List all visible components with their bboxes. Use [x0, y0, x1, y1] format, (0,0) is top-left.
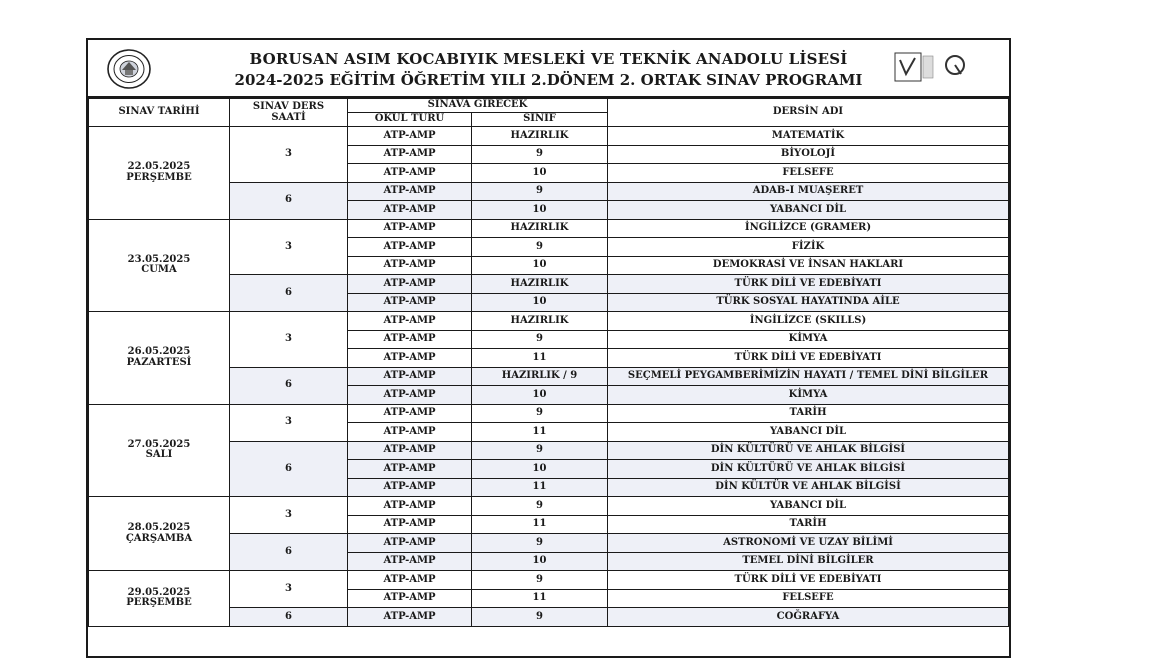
school-type-cell: ATP-AMP	[348, 238, 472, 257]
subject-cell: DİN KÜLTÜRÜ VE AHLAK BİLGİSİ	[608, 460, 1009, 479]
subject-cell: BİYOLOJİ	[608, 145, 1009, 164]
grade-cell: 10	[472, 460, 608, 479]
exam-date-cell	[89, 497, 230, 571]
subject-cell: FELSEFE	[608, 589, 1009, 608]
grade-cell: 10	[472, 386, 608, 405]
table-row	[89, 497, 1009, 516]
table-row	[89, 312, 1009, 331]
school-type-column-header: OKUL TÜRÜ	[348, 113, 472, 127]
exam-date-cell	[89, 571, 230, 627]
exam-hour-cell: 3	[230, 497, 348, 534]
subject-cell: YABANCI DİL	[608, 201, 1009, 220]
exam-hour-cell: 6	[230, 608, 348, 627]
exam-hour-cell: 6	[230, 275, 348, 312]
grade-cell: 10	[472, 293, 608, 312]
subject-cell: FİZİK	[608, 238, 1009, 257]
subject-cell: TÜRK DİLİ VE EDEBİYATI	[608, 571, 1009, 590]
school-type-cell: ATP-AMP	[348, 182, 472, 201]
grade-cell: 11	[472, 589, 608, 608]
school-type-cell: ATP-AMP	[348, 571, 472, 590]
table-row	[89, 219, 1009, 238]
school-type-cell: ATP-AMP	[348, 386, 472, 405]
school-type-cell: ATP-AMP	[348, 478, 472, 497]
exam-date-cell	[89, 219, 230, 312]
exam-weekday: PERŞEMBE	[126, 597, 192, 609]
subject-cell: TARİH	[608, 404, 1009, 423]
table-row	[89, 404, 1009, 423]
table-row	[89, 127, 1009, 146]
school-type-cell: ATP-AMP	[348, 219, 472, 238]
grade-cell: 11	[472, 478, 608, 497]
grade-cell: 9	[472, 182, 608, 201]
grade-cell: 11	[472, 349, 608, 368]
grade-cell: 10	[472, 164, 608, 183]
date-column-header: SINAV TARİHİ	[89, 99, 230, 127]
subject-column-header: DERSİN ADI	[608, 99, 1009, 127]
subject-cell: YABANCI DİL	[608, 497, 1009, 516]
exam-hour-cell: 3	[230, 312, 348, 368]
subject-cell: ASTRONOMİ VE UZAY BİLİMİ	[608, 534, 1009, 553]
subject-cell: KİMYA	[608, 386, 1009, 405]
group-column-header: SINAVA GİRECEK	[348, 99, 608, 113]
grade-cell: HAZIRLIK	[472, 127, 608, 146]
exam-date: 23.05.2025	[127, 253, 191, 265]
document-header	[88, 40, 1009, 98]
school-type-cell: ATP-AMP	[348, 534, 472, 553]
school-type-cell: ATP-AMP	[348, 349, 472, 368]
subject-cell: İNGİLİZCE (GRAMER)	[608, 219, 1009, 238]
grade-cell: 11	[472, 423, 608, 442]
exam-weekday: ÇARŞAMBA	[125, 532, 193, 544]
exam-hour-cell: 3	[230, 219, 348, 275]
grade-cell: 9	[472, 404, 608, 423]
school-type-cell: ATP-AMP	[348, 201, 472, 220]
exam-hour-cell: 3	[230, 571, 348, 608]
school-type-cell: ATP-AMP	[348, 589, 472, 608]
school-type-cell: ATP-AMP	[348, 404, 472, 423]
subject-cell: TARİH	[608, 515, 1009, 534]
grade-cell: HAZIRLIK	[472, 312, 608, 331]
subject-cell: MATEMATİK	[608, 127, 1009, 146]
exam-weekday: CUMA	[141, 264, 177, 276]
school-type-cell: ATP-AMP	[348, 127, 472, 146]
subject-cell: İNGİLİZCE (SKILLS)	[608, 312, 1009, 331]
grade-cell: 10	[472, 552, 608, 571]
grade-cell: 9	[472, 534, 608, 553]
grade-cell: 9	[472, 441, 608, 460]
grade-cell: 10	[472, 201, 608, 220]
exam-weekday: PERŞEMBE	[126, 171, 192, 183]
subject-cell: TÜRK SOSYAL HAYATINDA AİLE	[608, 293, 1009, 312]
exam-date-cell	[89, 127, 230, 220]
grade-cell: 9	[472, 330, 608, 349]
grade-cell: 9	[472, 497, 608, 516]
exam-hour-cell: 3	[230, 127, 348, 183]
school-type-cell: ATP-AMP	[348, 367, 472, 386]
exam-hour-cell: 3	[230, 404, 348, 441]
exam-hour-cell: 6	[230, 534, 348, 571]
grade-cell: 9	[472, 571, 608, 590]
grade-cell: 10	[472, 256, 608, 275]
school-type-cell: ATP-AMP	[348, 608, 472, 627]
program-title: 2024-2025 EĞİTİM ÖĞRETİM YILI 2.DÖNEM 2. ORTAK SINAV PROGRAMI	[234, 71, 863, 89]
exam-date: 28.05.2025	[127, 522, 191, 533]
school-type-cell: ATP-AMP	[348, 552, 472, 571]
subject-cell: FELSEFE	[608, 164, 1009, 183]
school-type-cell: ATP-AMP	[348, 312, 472, 331]
school-type-cell: ATP-AMP	[348, 164, 472, 183]
school-type-cell: ATP-AMP	[348, 256, 472, 275]
school-type-cell: ATP-AMP	[348, 275, 472, 294]
subject-cell: DİN KÜLTÜRÜ VE AHLAK BİLGİSİ	[608, 441, 1009, 460]
subject-cell: DEMOKRASİ VE İNSAN HAKLARI	[608, 256, 1009, 275]
subject-cell: KİMYA	[608, 330, 1009, 349]
exam-date: 26.05.2025	[127, 346, 191, 358]
exam-hour-cell: 6	[230, 441, 348, 497]
school-type-cell: ATP-AMP	[348, 497, 472, 516]
grade-column-header: SINIF	[472, 113, 608, 127]
exam-date: 27.05.2025	[127, 438, 191, 450]
school-type-cell: ATP-AMP	[348, 293, 472, 312]
grade-cell: 9	[472, 145, 608, 164]
exam-date-cell	[89, 404, 230, 497]
exam-weekday: PAZARTESİ	[126, 356, 192, 368]
school-type-cell: ATP-AMP	[348, 423, 472, 442]
exam-schedule-sheet	[86, 38, 1011, 658]
school-name-title: BORUSAN ASIM KOCABIYIK MESLEKİ VE TEKNİK ANADOLU LİSESİ	[249, 50, 848, 68]
exam-date-cell	[89, 312, 230, 405]
exam-date: 22.05.2025	[127, 161, 191, 173]
school-type-cell: ATP-AMP	[348, 515, 472, 534]
grade-cell: 9	[472, 608, 608, 627]
subject-cell: DİN KÜLTÜR VE AHLAK BİLGİSİ	[608, 478, 1009, 497]
subject-cell: TÜRK DİLİ VE EDEBİYATI	[608, 349, 1009, 368]
subject-cell: TÜRK DİLİ VE EDEBİYATI	[608, 275, 1009, 294]
grade-cell: 9	[472, 238, 608, 257]
table-row	[89, 571, 1009, 590]
grade-cell: HAZIRLIK / 9	[472, 367, 608, 386]
subject-cell: ADAB-I MUAŞERET	[608, 182, 1009, 201]
subject-cell: TEMEL DİNİ BİLGİLER	[608, 552, 1009, 571]
grade-cell: HAZIRLIK	[472, 219, 608, 238]
exam-hour-cell: 6	[230, 182, 348, 219]
school-type-cell: ATP-AMP	[348, 441, 472, 460]
exam-hour-cell: 6	[230, 367, 348, 404]
exam-weekday: SALI	[145, 449, 173, 461]
subject-cell: COĞRAFYA	[608, 608, 1009, 627]
subject-cell: SEÇMELİ PEYGAMBERİMİZİN HAYATI / TEMEL DİNİ BİLGİLER	[608, 367, 1009, 386]
grade-cell: 11	[472, 515, 608, 534]
exam-date: 29.05.2025	[127, 586, 191, 598]
schedule-table	[88, 98, 1009, 627]
hour-column-header: SINAV DERS SAATİ	[230, 99, 348, 127]
school-type-cell: ATP-AMP	[348, 460, 472, 479]
quality-certificate-logos	[893, 50, 973, 88]
school-type-cell: ATP-AMP	[348, 145, 472, 164]
school-type-cell: ATP-AMP	[348, 330, 472, 349]
grade-cell: HAZIRLIK	[472, 275, 608, 294]
subject-cell: YABANCI DİL	[608, 423, 1009, 442]
